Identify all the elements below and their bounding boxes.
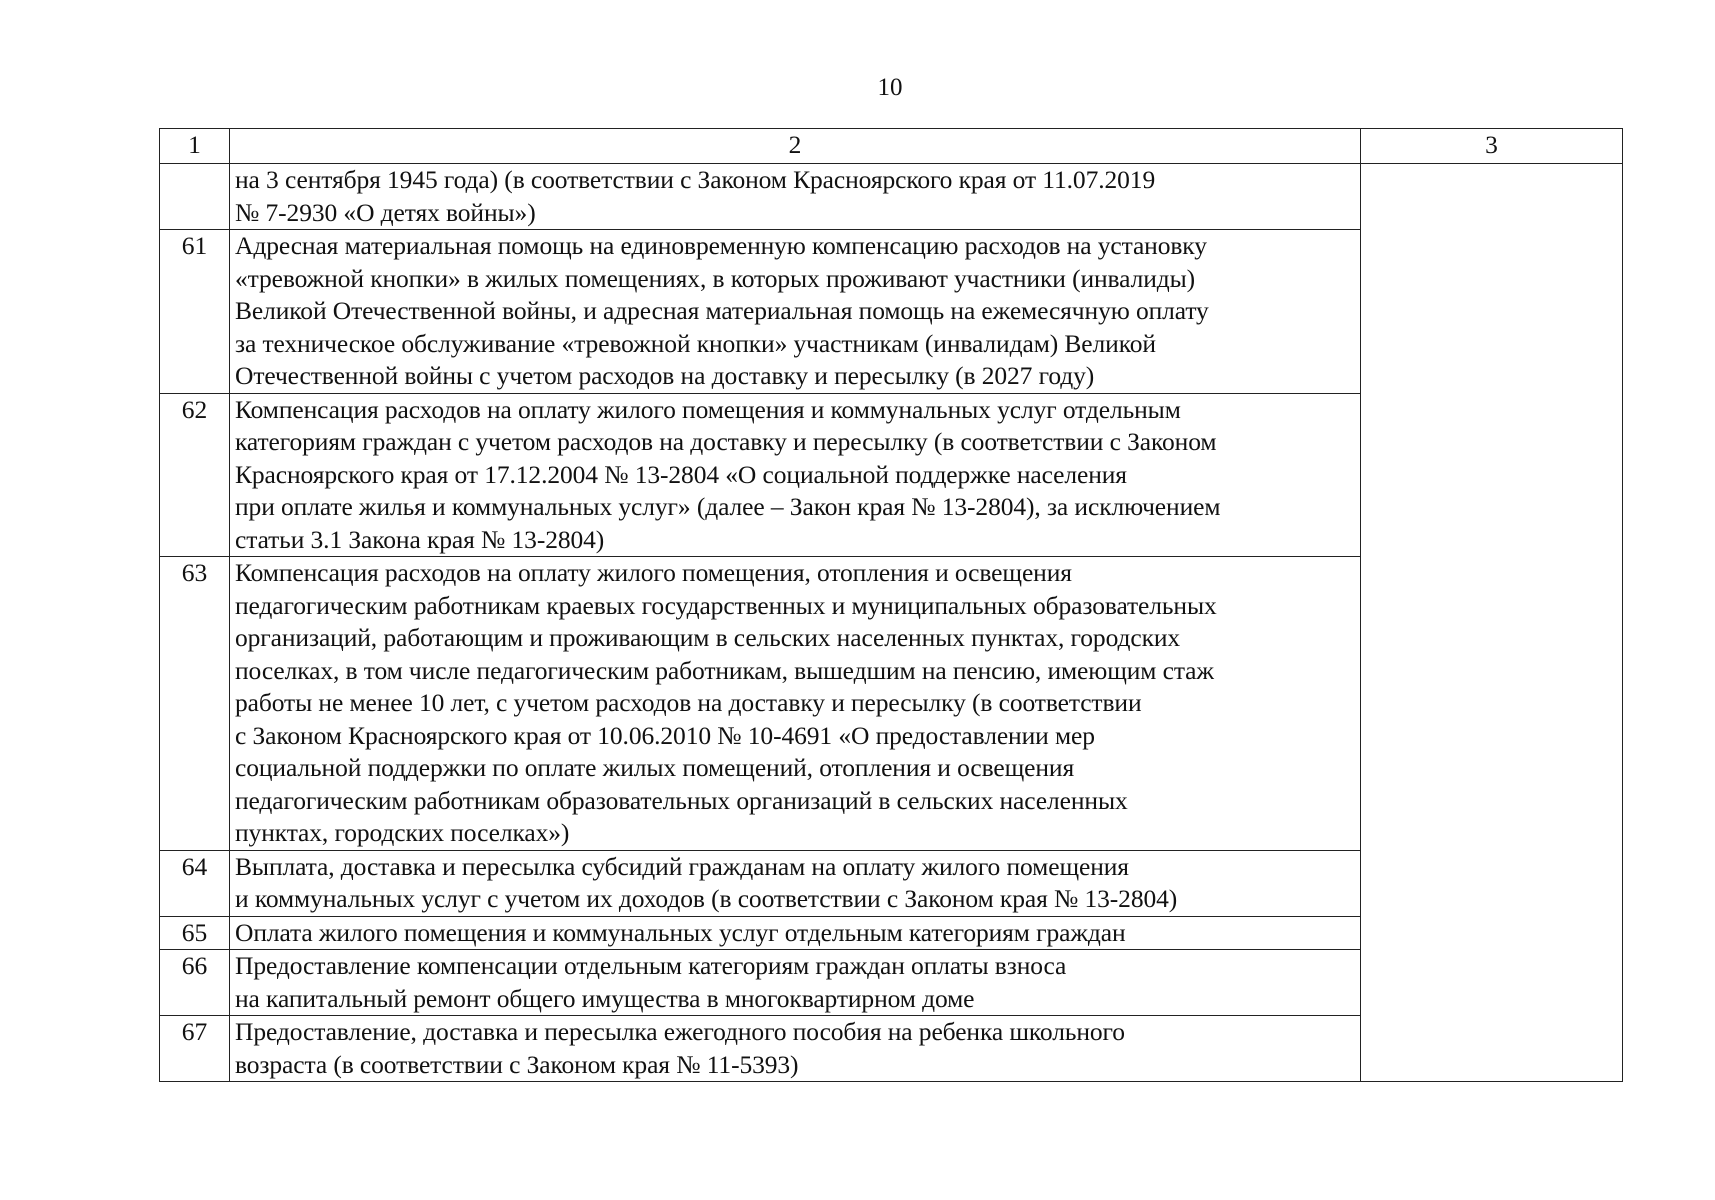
row-description: Компенсация расходов на оплату жилого помещения и коммунальных услуг отдельным категориям граждан с учетом расходов на доставку и пересылку (в соответствии с Законом Красноярского края от 17.12.2004 № 13-2804 «О социальной поддержке населения при оплате жилья и коммунальных услуг» (далее – Закон края № 13-2804), за исключением статьи 3.1 Закона края № 13-2804): [230, 393, 1361, 557]
header-col-3: 3: [1361, 129, 1623, 164]
row-col3: [1361, 164, 1623, 230]
row-number: 66: [160, 950, 230, 1016]
table-row: [160, 164, 1623, 230]
row-col3: [1361, 916, 1623, 950]
table-row: [160, 916, 1623, 950]
header-col-2: 2: [230, 129, 1361, 164]
row-number: 64: [160, 850, 230, 916]
row-col3: [1361, 393, 1623, 557]
table-row: [160, 230, 1623, 394]
table-header: [160, 129, 1623, 164]
row-description: Выплата, доставка и пересылка субсидий гражданам на оплату жилого помещения и коммунальных услуг с учетом их доходов (в соответствии с Законом края № 13-2804): [230, 850, 1361, 916]
row-col3: [1361, 557, 1623, 851]
table-row: [160, 393, 1623, 557]
row-col3: [1361, 950, 1623, 1016]
row-col3: [1361, 230, 1623, 394]
row-description: Компенсация расходов на оплату жилого помещения, отопления и освещения педагогическим работникам краевых государственных и муниципальных образовательных организаций, работающим и проживающим в сельских населенных пунктах, городских поселках, в том числе педагогическим работникам, вышедшим на пенсию, имеющим стаж работы не менее 10 лет, с учетом расходов на доставку и пересылку (в соответствии с Законом Красноярского края от 10.06.2010 № 10-4691 «О предоставлении мер социальной поддержки по оплате жилых помещений, отопления и освещения педагогическим работникам образовательных организаций в сельских населенных пунктах, городских поселках»): [230, 557, 1361, 851]
row-number: 61: [160, 230, 230, 394]
table-row: [160, 850, 1623, 916]
row-number: 62: [160, 393, 230, 557]
row-col3: [1361, 850, 1623, 916]
row-description: Оплата жилого помещения и коммунальных услуг отдельным категориям граждан: [230, 916, 1361, 950]
header-row: [160, 129, 1623, 164]
table-row: [160, 1016, 1623, 1082]
row-number: 65: [160, 916, 230, 950]
row-col3: [1361, 1016, 1623, 1082]
row-number: [160, 164, 230, 230]
budget-table: [159, 128, 1623, 1082]
row-number: 63: [160, 557, 230, 851]
page-number: 10: [877, 74, 903, 101]
table-row: [160, 557, 1623, 851]
row-number: 67: [160, 1016, 230, 1082]
row-description: Предоставление, доставка и пересылка ежегодного пособия на ребенка школьного возраста (в соответствии с Законом края № 11-5393): [230, 1016, 1361, 1082]
row-description: Адресная материальная помощь на единовременную компенсацию расходов на установку «тревожной кнопки» в жилых помещениях, в которых проживают участники (инвалиды) Великой Отечественной войны, и адресная материальная помощь на ежемесячную оплату за техническое обслуживание «тревожной кнопки» участникам (инвалидам) Великой Отечественной войны с учетом расходов на доставку и пересылку (в 2027 году): [230, 230, 1361, 394]
row-description: Предоставление компенсации отдельным категориям граждан оплаты взноса на капитальный ремонт общего имущества в многоквартирном доме: [230, 950, 1361, 1016]
table-body: [160, 164, 1623, 1082]
row-description: на 3 сентября 1945 года) (в соответствии с Законом Красноярского края от 11.07.2019 № 7-2930 «О детях войны»): [230, 164, 1361, 230]
table-row: [160, 950, 1623, 1016]
header-col-1: 1: [160, 129, 230, 164]
